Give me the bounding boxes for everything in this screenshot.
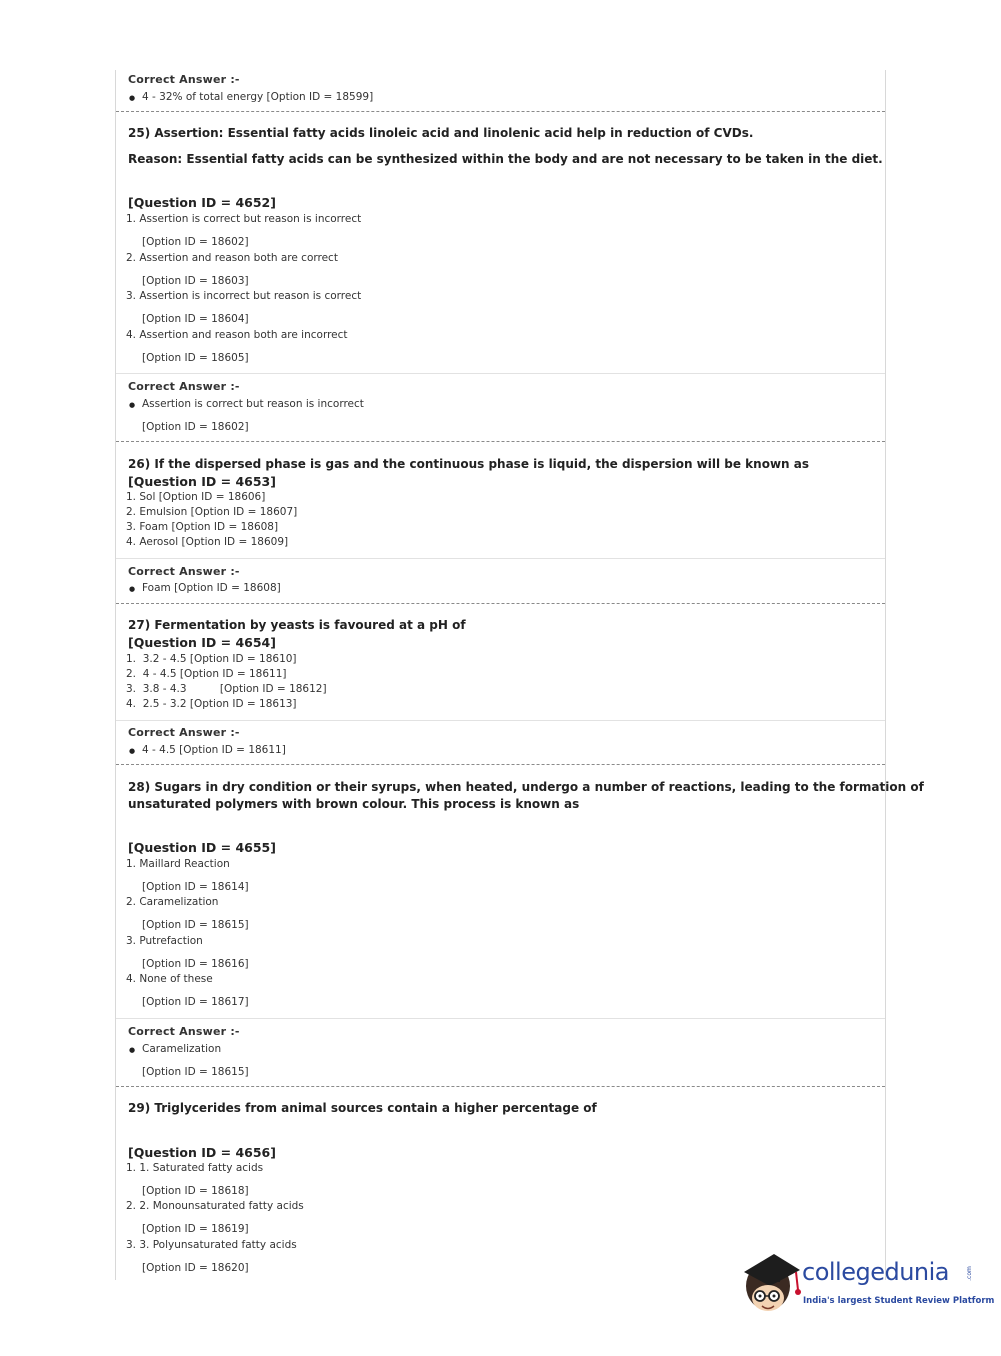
question-id: [Question ID = 4656] (128, 1145, 276, 1160)
correct-answer-label: Correct Answer :- (128, 565, 240, 578)
answer-divider (116, 1018, 885, 1019)
correct-answer-id: [Option ID = 18615] (142, 1066, 249, 1078)
graduate-mascot-icon (740, 1250, 802, 1320)
correct-answer-value: ● 4 - 32% of total energy [Option ID = 18599] (142, 91, 373, 103)
correct-answer-id: [Option ID = 18602] (142, 421, 249, 433)
option-item: 1. Maillard Reaction (126, 858, 230, 870)
option-item: 2. Emulsion [Option ID = 18607] (126, 506, 298, 518)
option-id: [Option ID = 18618] (142, 1185, 249, 1197)
option-item: 3. 3. Polyunsaturated fatty acids (126, 1239, 297, 1251)
question-divider (116, 764, 885, 765)
option-id: [Option ID = 18603] (142, 275, 249, 287)
question-id: [Question ID = 4655] (128, 840, 276, 855)
answer-divider (116, 373, 885, 374)
option-item: 3. Putrefaction (126, 935, 203, 947)
question-id: [Question ID = 4652] (128, 195, 276, 210)
option-id: [Option ID = 18602] (142, 236, 249, 248)
question-divider (116, 441, 885, 442)
correct-answer-value: ● Caramelization (142, 1043, 221, 1055)
option-item: 2. Caramelization (126, 896, 219, 908)
option-id: [Option ID = 18605] (142, 352, 249, 364)
option-item: 4. Assertion and reason both are incorrect (126, 329, 348, 341)
option-item: 4. Aerosol [Option ID = 18609] (126, 536, 289, 548)
option-id: [Option ID = 18620] (142, 1262, 249, 1274)
option-item: 3. 3.8 - 4.3 [Option ID = 18612] (126, 683, 327, 695)
correct-answer-label: Correct Answer :- (128, 380, 240, 393)
correct-answer-label: Correct Answer :- (128, 73, 240, 86)
option-id: [Option ID = 18619] (142, 1223, 249, 1235)
option-item: 2. Assertion and reason both are correct (126, 252, 338, 264)
answer-divider (116, 720, 885, 721)
option-id: [Option ID = 18614] (142, 881, 249, 893)
logo-suffix: .com (965, 1266, 973, 1281)
option-id: [Option ID = 18617] (142, 996, 249, 1008)
question-text: 26) If the dispersed phase is gas and the continuous phase is liquid, the dispersion will be known as (128, 457, 809, 471)
question-id: [Question ID = 4654] (128, 635, 276, 650)
option-id: [Option ID = 18604] (142, 313, 249, 325)
logo-tagline: India's largest Student Review Platform (803, 1296, 995, 1306)
correct-answer-value: ● Foam [Option ID = 18608] (142, 582, 281, 594)
option-item: 3. Foam [Option ID = 18608] (126, 521, 279, 533)
collegedunia-logo[interactable] (740, 1250, 995, 1320)
logo-wordmark: collegedunia (802, 1258, 950, 1286)
option-item: 2. 2. Monounsaturated fatty acids (126, 1200, 304, 1212)
question-divider (116, 111, 885, 112)
question-text: 25) Assertion: Essential fatty acids linoleic acid and linolenic acid help in reduction of CVDs. (128, 126, 754, 140)
question-text: 27) Fermentation by yeasts is favoured at a pH of (128, 618, 466, 632)
question-text: 28) Sugars in dry condition or their syrups, when heated, undergo a number of reactions, leading to the formation of (128, 780, 924, 794)
correct-answer-label: Correct Answer :- (128, 1025, 240, 1038)
option-id: [Option ID = 18615] (142, 919, 249, 931)
question-text-cont: unsaturated polymers with brown colour. This process is known as (128, 797, 580, 811)
correct-answer-value: ● 4 - 4.5 [Option ID = 18611] (142, 744, 286, 756)
option-item: 1. Assertion is correct but reason is incorrect (126, 213, 362, 225)
option-id: [Option ID = 18616] (142, 958, 249, 970)
correct-answer-value: ● Assertion is correct but reason is incorrect (142, 398, 364, 410)
question-reason: Reason: Essential fatty acids can be synthesized within the body and are not necessary to be taken in the diet. (128, 152, 883, 166)
option-item: 4. 2.5 - 3.2 [Option ID = 18613] (126, 698, 297, 710)
option-item: 3. Assertion is incorrect but reason is correct (126, 290, 362, 302)
question-divider (116, 1086, 885, 1087)
question-divider (116, 603, 885, 604)
question-text: 29) Triglycerides from animal sources contain a higher percentage of (128, 1101, 597, 1115)
question-id: [Question ID = 4653] (128, 474, 276, 489)
option-item: 1. 3.2 - 4.5 [Option ID = 18610] (126, 653, 297, 665)
option-item: 2. 4 - 4.5 [Option ID = 18611] (126, 668, 287, 680)
option-item: 4. None of these (126, 973, 213, 985)
option-item: 1. 1. Saturated fatty acids (126, 1162, 264, 1174)
option-item: 1. Sol [Option ID = 18606] (126, 491, 266, 503)
correct-answer-label: Correct Answer :- (128, 726, 240, 739)
answer-divider (116, 558, 885, 559)
